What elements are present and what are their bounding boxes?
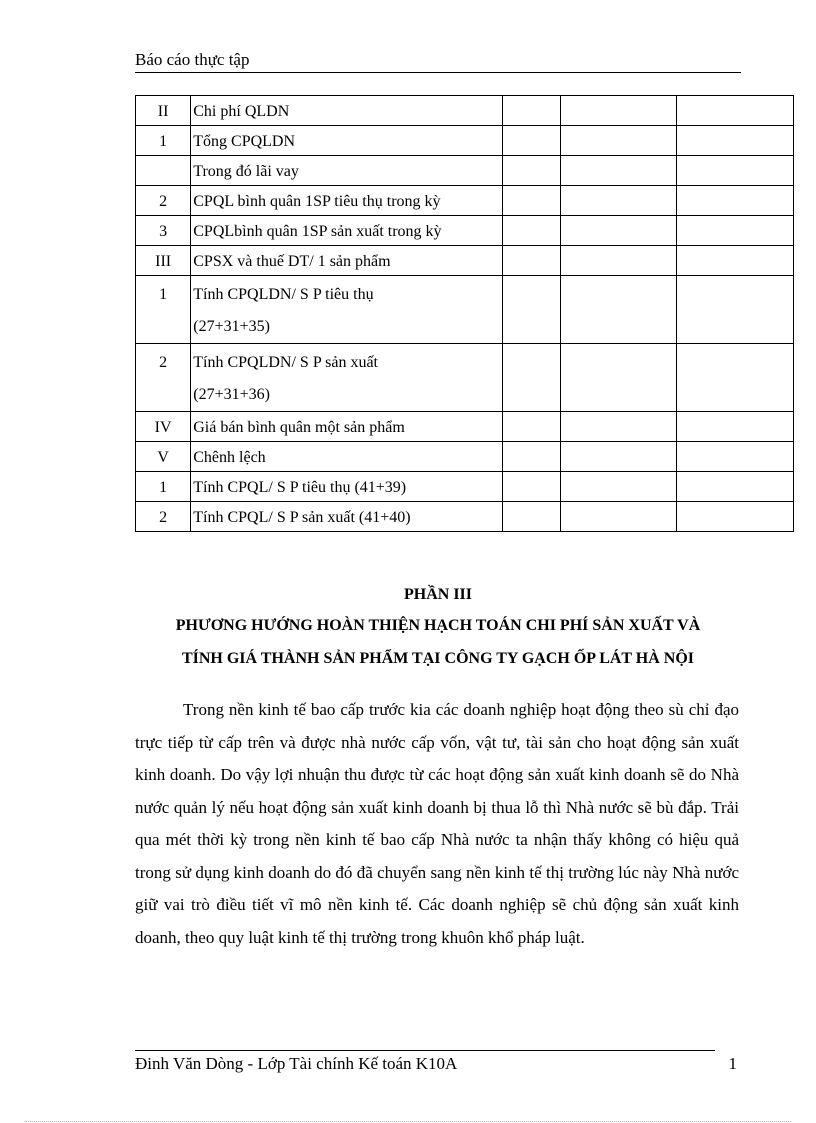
value-cell (502, 276, 560, 344)
row-index: 1 (136, 276, 191, 344)
row-label (191, 502, 502, 532)
section-title-line-1: PHƯƠNG HƯỚNG HOÀN THIỆN HẠCH TOÁN CHI PHÍ SẢN XUẤT VÀ (175, 617, 701, 634)
row-label (191, 442, 502, 472)
row-label (191, 344, 502, 412)
row-label (191, 472, 502, 502)
row-index: 1 (136, 472, 191, 502)
value-cell (677, 502, 794, 532)
cost-table-body (136, 96, 794, 532)
page-footer (135, 1054, 739, 1074)
page-header (135, 50, 741, 73)
table-row (136, 216, 794, 246)
part-heading: PHẦN III (403, 586, 472, 603)
table-row (136, 344, 794, 412)
row-label (191, 96, 502, 126)
value-cell (677, 412, 794, 442)
row-label (191, 216, 502, 246)
table-row (136, 246, 794, 276)
row-index: V (136, 442, 191, 472)
row-label-line: Tính CPQLDN/ S P tiêu thụ (193, 286, 374, 303)
row-label-line: CPQLbình quân 1SP sản xuất trong kỳ (193, 223, 442, 240)
value-cell (677, 156, 794, 186)
row-label-line: Chênh lệch (193, 449, 266, 466)
row-index: IV (136, 412, 191, 442)
row-label-line: CPQL bình quân 1SP tiêu thụ trong kỳ (193, 193, 441, 210)
value-cell (560, 472, 677, 502)
row-label-line: CPSX và thuế DT/ 1 sản phẩm (193, 253, 391, 270)
value-cell (502, 502, 560, 532)
cost-table (135, 95, 794, 532)
row-index: 3 (136, 216, 191, 246)
table-row (136, 412, 794, 442)
row-label (191, 246, 502, 276)
value-cell (560, 502, 677, 532)
value-cell (677, 246, 794, 276)
value-cell (502, 156, 560, 186)
value-cell (560, 96, 677, 126)
row-index (136, 156, 191, 186)
value-cell (502, 246, 560, 276)
row-index: II (136, 96, 191, 126)
row-label (191, 156, 502, 186)
row-label-line: Chi phí QLDN (193, 103, 290, 120)
value-cell (560, 246, 677, 276)
value-cell (677, 276, 794, 344)
value-cell (677, 186, 794, 216)
value-cell (502, 186, 560, 216)
row-label (191, 126, 502, 156)
value-cell (502, 412, 560, 442)
footer-divider (135, 1050, 715, 1051)
value-cell (677, 96, 794, 126)
value-cell (677, 442, 794, 472)
row-label-line: (27+31+36) (193, 386, 270, 403)
value-cell (560, 126, 677, 156)
page-bottom-border (25, 1121, 791, 1122)
footer-author: Đinh Văn Dòng - Lớp Tài chính Kế toán K10A (135, 1054, 458, 1073)
table-row (136, 186, 794, 216)
value-cell (677, 126, 794, 156)
header-title: Báo cáo thực tập (135, 50, 250, 69)
value-cell (502, 96, 560, 126)
row-label-line: Tính CPQL/ S P tiêu thụ (41+39) (193, 479, 407, 496)
row-label-line: Tổng CPQLDN (193, 133, 296, 150)
row-index: 2 (136, 502, 191, 532)
value-cell (560, 442, 677, 472)
value-cell (560, 216, 677, 246)
value-cell (560, 412, 677, 442)
value-cell (502, 126, 560, 156)
value-cell (677, 216, 794, 246)
section-title-line-2: TÍNH GIÁ THÀNH SẢN PHẨM TẠI CÔNG TY GẠCH ỐP LÁT HÀ NỘI (181, 650, 695, 667)
row-label (191, 186, 502, 216)
value-cell (560, 276, 677, 344)
row-index: 2 (136, 344, 191, 412)
row-label-line: Trong đó lãi vay (193, 163, 299, 180)
value-cell (677, 472, 794, 502)
row-label (191, 276, 502, 344)
table-row (136, 442, 794, 472)
value-cell (560, 156, 677, 186)
value-cell (502, 344, 560, 412)
table-row (136, 502, 794, 532)
table-row (136, 472, 794, 502)
row-index: 1 (136, 126, 191, 156)
row-label-line: (27+31+35) (193, 318, 270, 335)
table-row (136, 276, 794, 344)
value-cell (502, 472, 560, 502)
value-cell (502, 442, 560, 472)
value-cell (560, 344, 677, 412)
table-row (136, 156, 794, 186)
page-number: 1 (728, 1054, 737, 1073)
row-label-line: Giá bán bình quân một sản phẩm (193, 419, 405, 436)
value-cell (560, 186, 677, 216)
row-label-line: Tính CPQLDN/ S P sản xuất (193, 354, 378, 371)
row-label-line: Tính CPQL/ S P sản xuất (41+40) (193, 509, 411, 526)
row-label (191, 412, 502, 442)
body-paragraph: Trong nền kinh tế bao cấp trước kia các doanh nghiệp hoạt động theo sù chỉ đạo trực tiếp từ cấp trên và được nhà nước cấp vốn, vật tư, tài sản cho hoạt động sản xuất kinh doanh. Do vậy lợi nhuận thu được từ các hoạt động sản xuất kinh doanh sẽ do Nhà nước quản lý nếu hoạt động sản xuất kinh doanh bị thua lỗ thì Nhà nước sẽ bù đắp. Trải qua mét thời kỳ trong nền kinh tế bao cấp Nhà nước ta nhận thấy không có hiệu quả trong sử dụng kinh doanh do đó đã chuyển sang nền kinh tế thị trường lúc này Nhà nước giữ vai trò điều tiết vĩ mô nền kinh tế. Các doanh nghiệp sẽ chủ động sản xuất kinh doanh, theo quy luật kinh tế thị trường trong khuôn khổ pháp luật. (135, 700, 739, 947)
table-row (136, 126, 794, 156)
row-index: 2 (136, 186, 191, 216)
row-index: III (136, 246, 191, 276)
value-cell (502, 216, 560, 246)
value-cell (677, 344, 794, 412)
table-row (136, 96, 794, 126)
